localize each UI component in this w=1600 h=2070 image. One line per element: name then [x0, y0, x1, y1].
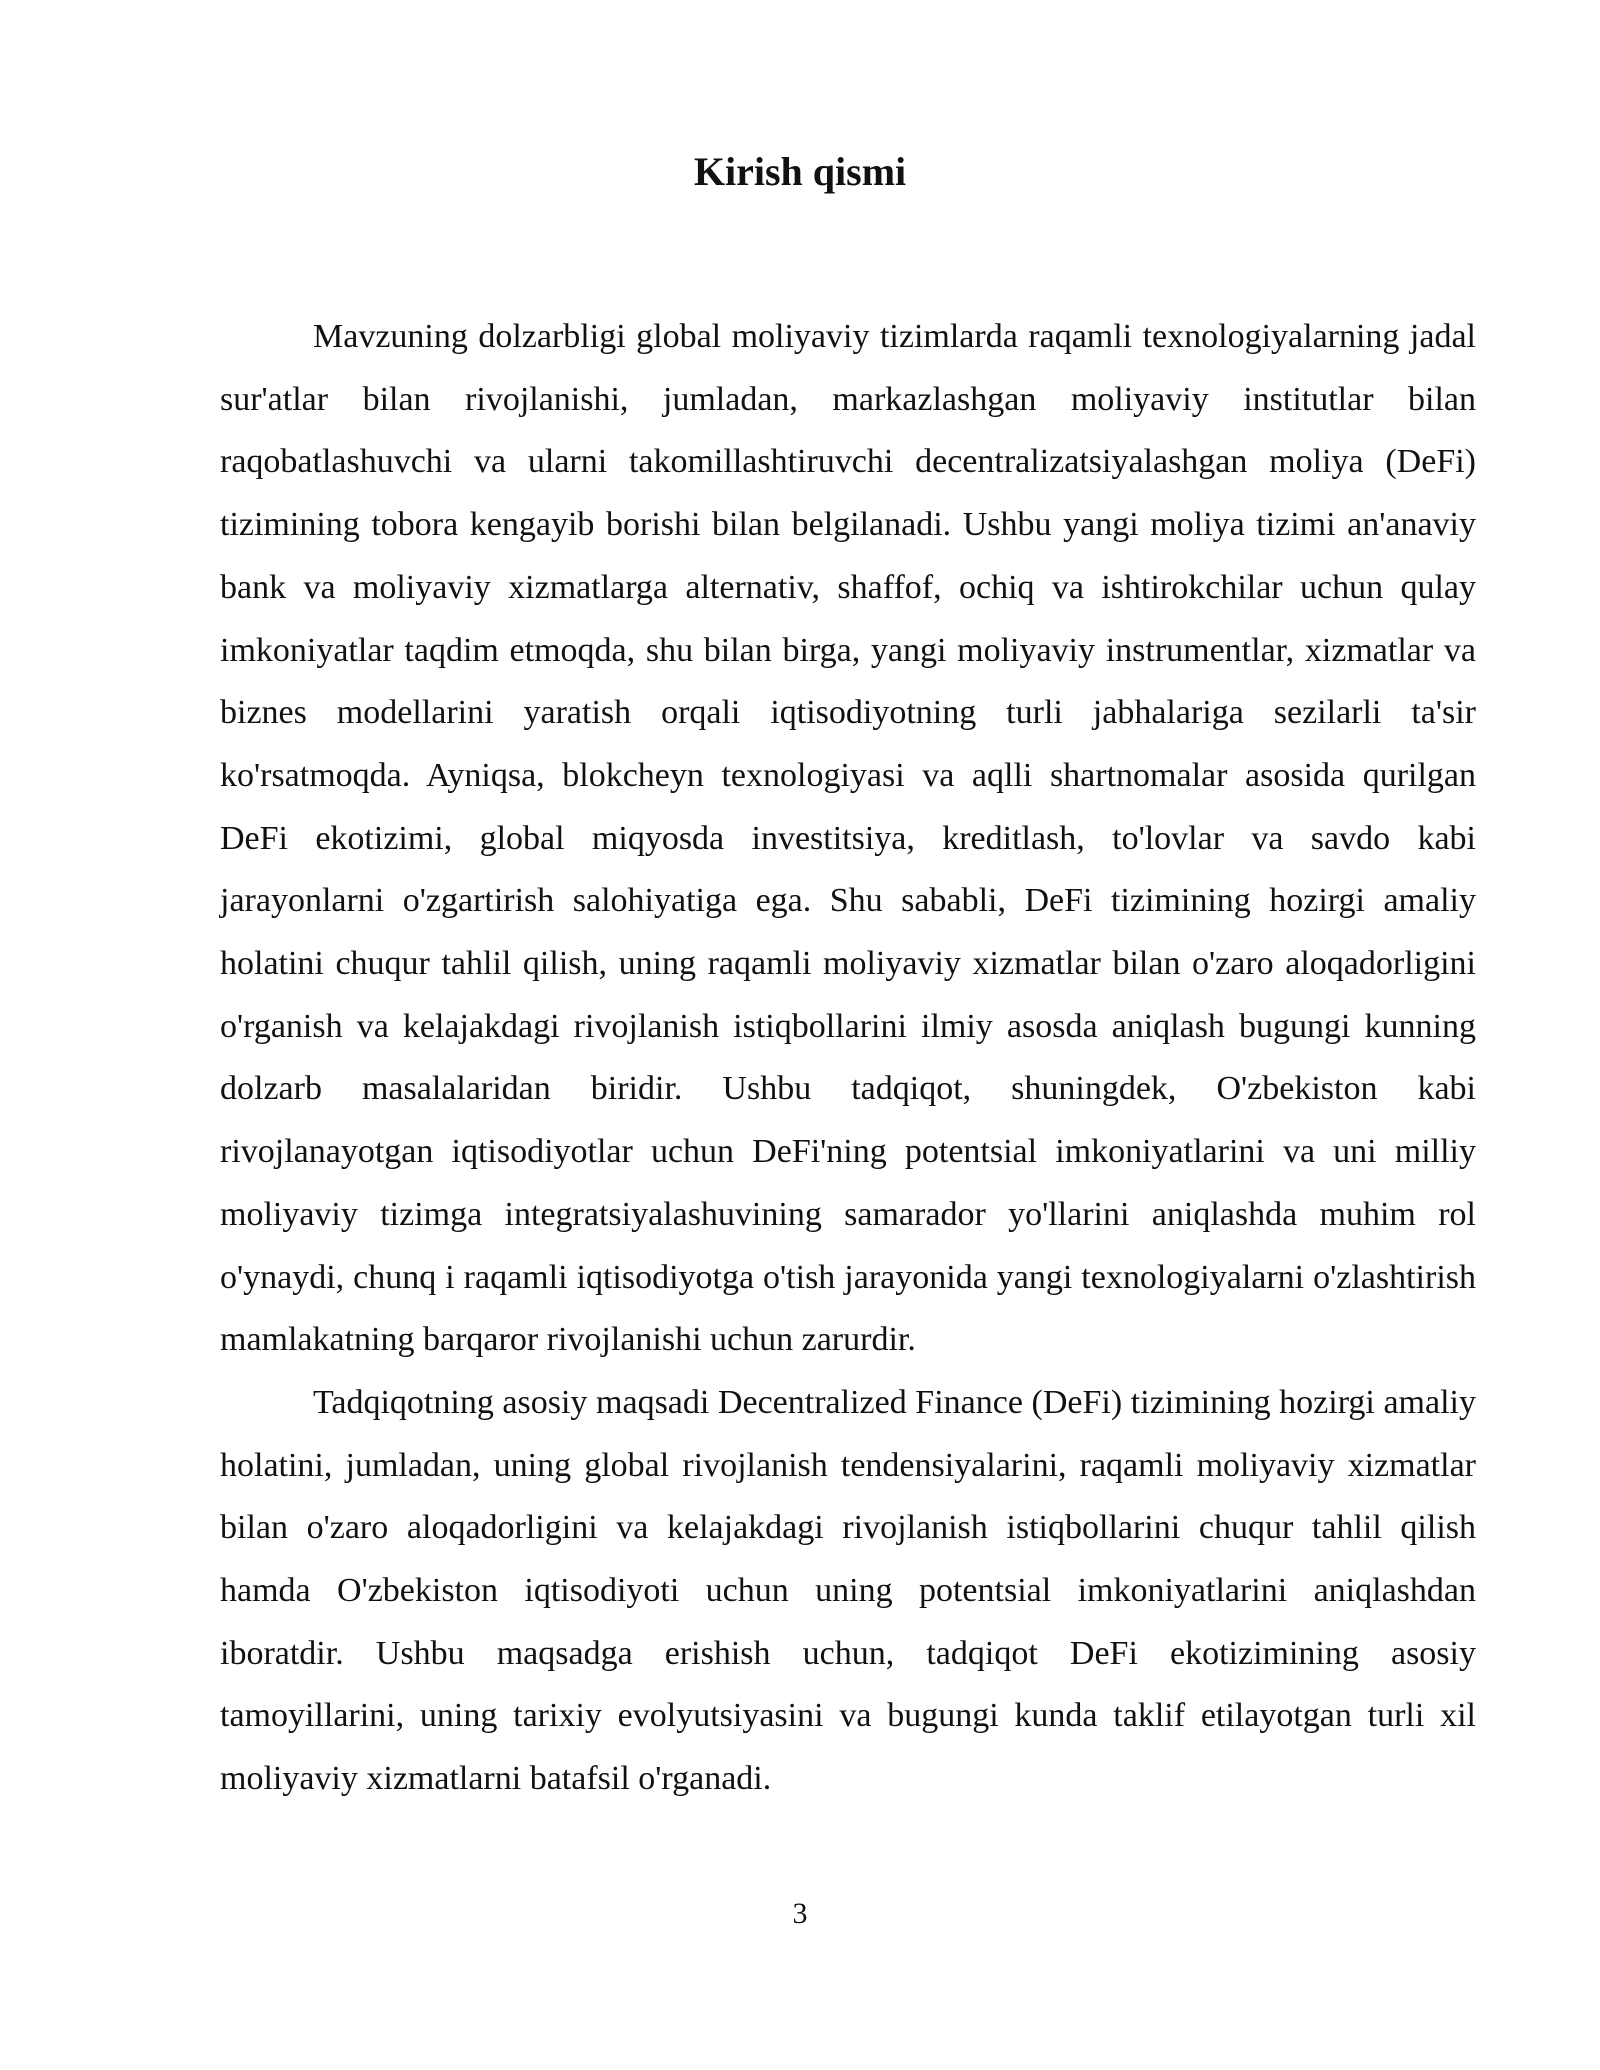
page-number: 3	[792, 1897, 808, 1930]
paragraph-relevance: Mavzuning dolzarbligi global moliyaviy tizimlarda raqamli texnologiyalarning jadal sur'atlar bilan rivojlanishi, jumladan, markazlashgan moliyaviy institutlar bilan raqobatlashuvchi va ularni takomillashtiruvchi decentralizatsiyalashgan moliya (DeFi) tizimining tobora kengayib borishi bilan belgilanadi. Ushbu yangi moliya tizimi an'anaviy bank va moliyaviy xizmatlarga alternativ, shaffof, ochiq va ishtirokchilar uchun qulay imkoniyatlar taqdim etmoqda, shu bilan birga, yangi moliyaviy instrumentlar, xizmatlar va biznes modellarini yaratish orqali iqtisodiyotning turli jabhalariga sezilarli ta'sir ko'rsatmoqda. Ayniqsa, blokcheyn texnologiyasi va aqlli shartnomalar asosida qurilgan DeFi ekotizimi, global miqyosda investitsiya, kreditlash, to'lovlar va savdo kabi jarayonlarni o'zgartirish salohiyatiga ega. Shu sababli, DeFi tizimining hozirgi amaliy holatini chuqur tahlil qilish, uning raqamli moliyaviy xizmatlar bilan o'zaro aloqadorligini o'rganish va kelajakdagi rivojlanish istiqbollarini ilmiy asosda aniqlash bugungi kunning dolzarb masalalaridan biridir. Ushbu tadqiqot, shuningdek, O'zbekiston kabi rivojlanayotgan iqtisodiyotlar uchun DeFi'ning potentsial imkoniyatlarini va uni milliy moliyaviy tizimga integratsiyalashuvining samarador yo'llarini aniqlashda muhim rol o'ynaydi, chunq i raqamli iqtisodiyotga o'tish jarayonida yangi texnologiyalarni o'zlashtirish mamlakatning barqaror rivojlanishi uchun zarurdir.	[220, 318, 1476, 1359]
paragraph-research-goal: Tadqiqotning asosiy maqsadi Decentralized Finance (DeFi) tizimining hozirgi amaliy holatini, jumladan, uning global rivojlanish tendensiyalarini, raqamli moliyaviy xizmatlar bilan o'zaro aloqadorligini va kelajakdagi rivojlanish istiqbollarini chuqur tahlil qilish hamda O'zbekiston iqtisodiyoti uchun uning potentsial imkoniyatlarini aniqlashdan iboratdir. Ushbu maqsadga erishish uchun, tadqiqot DeFi ekotizimining asosiy tamoyillarini, uning tarixiy evolyutsiyasini va bugungi kunda taklif etilayotgan turli xil moliyaviy xizmatlarni batafsil o'rganadi.	[220, 1383, 1476, 1798]
body-text	[220, 306, 1476, 1811]
page-title: Kirish qismi	[693, 149, 907, 194]
